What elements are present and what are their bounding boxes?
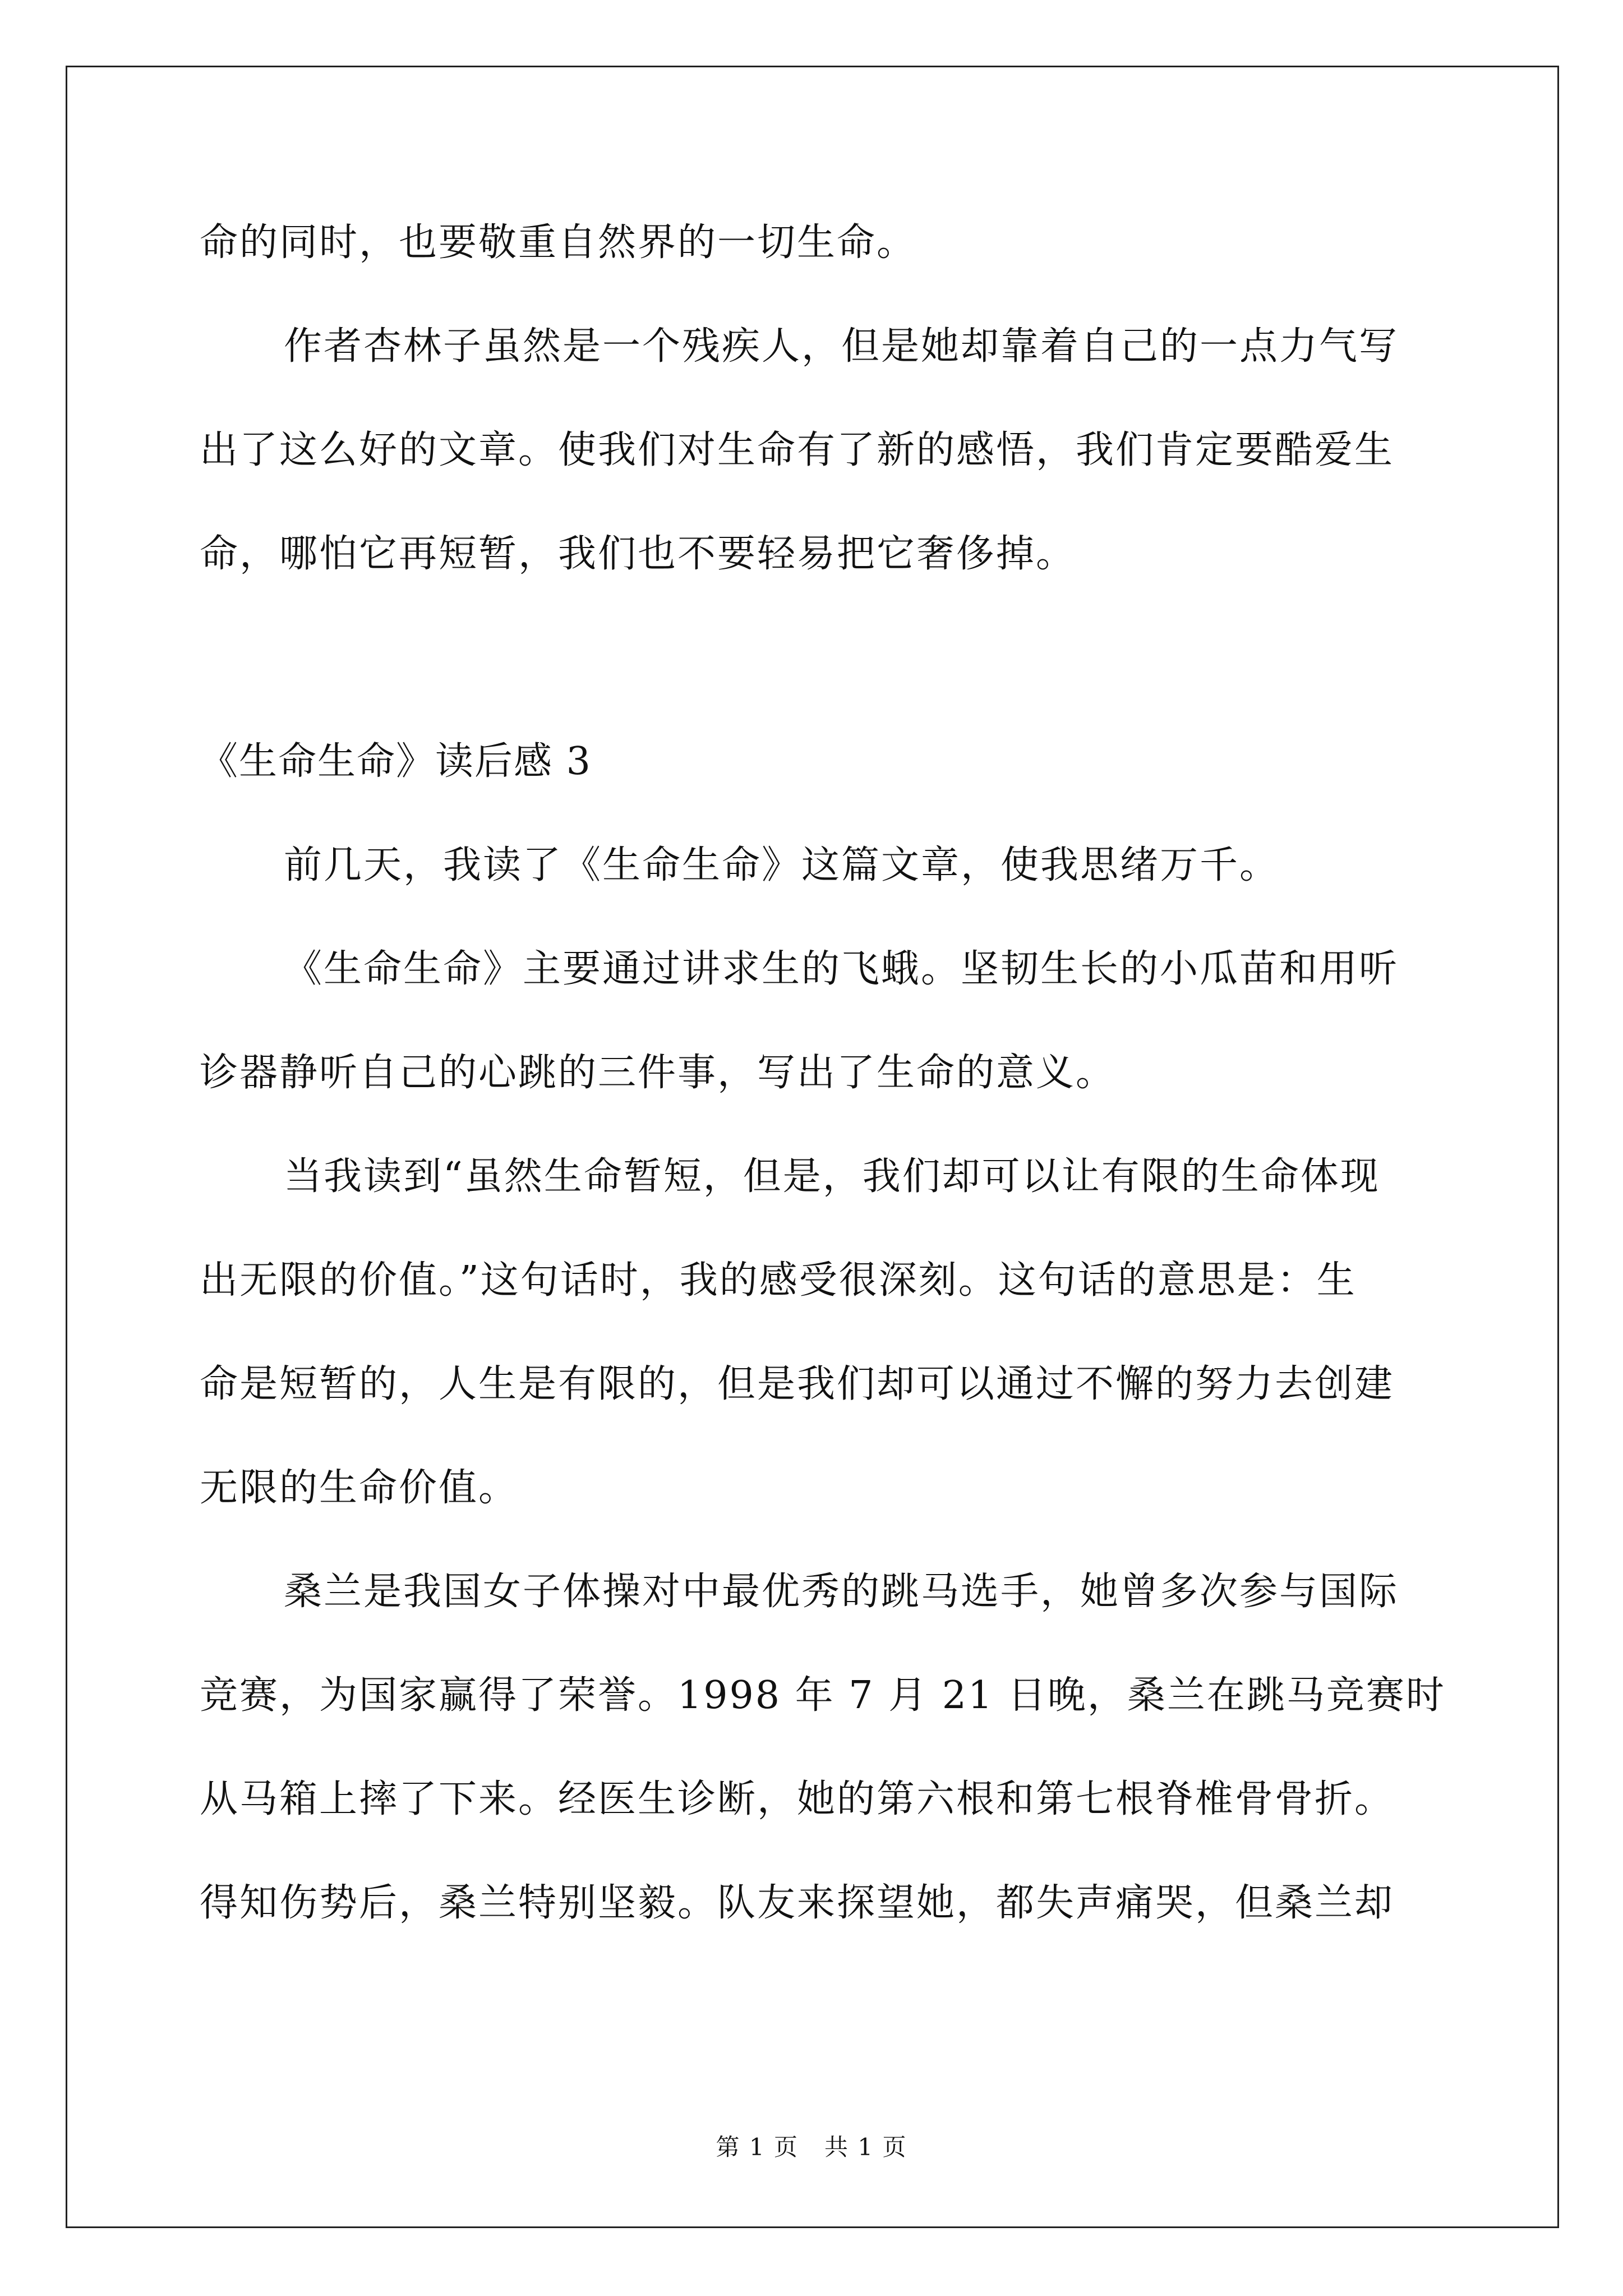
paragraph-line: 命，哪怕它再短暂，我们也不要轻易把它奢侈掉。 [200, 532, 1076, 576]
paragraph-line: 《生命生命》主要通过讲求生的飞蛾。坚韧生长的小瓜苗和用听 [284, 947, 1399, 991]
paragraph-line: 当我读到“虽然生命暂短，但是，我们却可以让有限的生命体现 [284, 1154, 1380, 1199]
document-body [200, 191, 1446, 1955]
paragraph-line: 无限的生命价值。 [200, 1466, 519, 1510]
paragraph-line: 桑兰是我国女子体操对中最优秀的跳马选手，她曾多次参与国际 [284, 1570, 1399, 1614]
paragraph-line: 得知伤势后，桑兰特别坚毅。队友来探望她，都失声痛哭，但桑兰却 [200, 1881, 1395, 1925]
paragraph-line: 前几天，我读了《生命生命》这篇文章，使我思绪万千。 [284, 843, 1280, 887]
paragraph-line: 命是短暂的，人生是有限的，但是我们却可以通过不懈的努力去创建 [200, 1362, 1395, 1406]
paragraph-line: 从马箱上摔了下来。经医生诊断，她的第六根和第七根脊椎骨骨折。 [200, 1777, 1395, 1821]
section-spacer [200, 606, 1433, 710]
section-heading: 《生命生命》读后感 3 [200, 739, 592, 784]
paragraph-line: 出无限的价值。”这句话时，我的感受很深刻。这句话的意思是：生 [200, 1258, 1357, 1303]
paragraph-line: 竞赛，为国家赢得了荣誉。1998 年 7 月 21 日晚，桑兰在跳马竞赛时 [200, 1673, 1446, 1718]
paragraph-line: 作者杏林子虽然是一个残疾人，但是她却靠着自己的一点力气写 [284, 324, 1399, 369]
page-footer: 第 1 页 共 1 页 [716, 2133, 907, 2161]
paragraph-line: 命的同时，也要敬重自然界的一切生命。 [200, 220, 917, 265]
paragraph-line: 出了这么好的文章。使我们对生命有了新的感悟，我们肯定要酷爱生 [200, 428, 1395, 472]
paragraph-line: 诊器静听自己的心跳的三件事，写出了生命的意义。 [200, 1051, 1116, 1095]
